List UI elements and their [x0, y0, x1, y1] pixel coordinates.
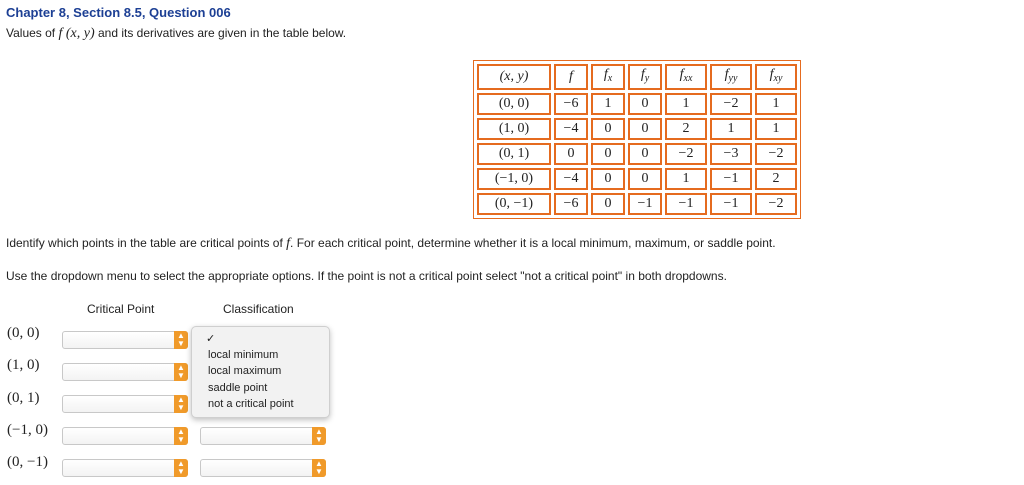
cell-fyy: −1 [710, 168, 752, 190]
critical-point-select[interactable] [62, 331, 188, 349]
cell-fxy: −2 [755, 193, 797, 215]
table-row [477, 143, 797, 165]
up-down-chevron-icon: ▲ ▼ [174, 363, 188, 381]
header-fy: $f_y$ [628, 64, 662, 90]
point-label: (0, −1) [7, 454, 48, 470]
intro-text: Values of f (x, y) and its derivatives are given in the table below. [6, 26, 347, 41]
cell-f: −4 [554, 118, 588, 140]
cell-point: (0, −1) [477, 193, 551, 215]
cell-fxx: 1 [665, 93, 707, 115]
point-label: (0, 1) [7, 390, 40, 406]
cell-fxy: 2 [755, 168, 797, 190]
cell-fx: 0 [591, 193, 625, 215]
point-label: (1, 0) [7, 357, 40, 373]
menu-option-local-minimum[interactable]: local minimum [208, 349, 279, 361]
critical-point-select[interactable] [62, 395, 188, 413]
cell-fx: 0 [591, 168, 625, 190]
cell-fyy: −2 [710, 93, 752, 115]
point-label: (−1, 0) [7, 422, 48, 438]
header-fx: $f_x$ [591, 64, 625, 90]
cell-fyy: 1 [710, 118, 752, 140]
cell-point: (−1, 0) [477, 168, 551, 190]
cell-fxx: −1 [665, 193, 707, 215]
cell-fyy: −3 [710, 143, 752, 165]
cell-point: (0, 0) [477, 93, 551, 115]
header-fxy: $f_{xy}$ [755, 64, 797, 90]
up-down-chevron-icon: ▲ ▼ [174, 331, 188, 349]
cell-fy: 0 [628, 143, 662, 165]
up-down-chevron-icon: ▲ ▼ [312, 459, 326, 477]
cell-point: (1, 0) [477, 118, 551, 140]
cell-fxy: −2 [755, 143, 797, 165]
header-fyy: $f_{yy}$ [710, 64, 752, 90]
menu-option-not-critical-point[interactable]: not a critical point [208, 398, 294, 410]
menu-option-local-maximum[interactable]: local maximum [208, 365, 282, 377]
cell-point: (0, 1) [477, 143, 551, 165]
classification-dropdown-menu [191, 326, 330, 418]
cell-fy: 0 [628, 118, 662, 140]
critical-point-select[interactable] [62, 459, 188, 477]
dropdown-instructions: Use the dropdown menu to select the appropriate options. If the point is not a critical point select "not a critical point" in both dropdowns. [6, 269, 727, 283]
critical-point-select[interactable] [62, 363, 188, 381]
classification-select[interactable] [200, 459, 326, 477]
cell-fxx: −2 [665, 143, 707, 165]
cell-fy: −1 [628, 193, 662, 215]
cell-fx: 0 [591, 118, 625, 140]
up-down-chevron-icon: ▲ ▼ [312, 427, 326, 445]
cell-fxx: 2 [665, 118, 707, 140]
cell-fyy: −1 [710, 193, 752, 215]
up-down-chevron-icon: ▲ ▼ [174, 395, 188, 413]
cell-f: −6 [554, 193, 588, 215]
cell-fx: 1 [591, 93, 625, 115]
cell-fxy: 1 [755, 118, 797, 140]
header-fxx: $f_{xx}$ [665, 64, 707, 90]
cell-fy: 0 [628, 93, 662, 115]
critical-point-select[interactable] [62, 427, 188, 445]
cell-f: 0 [554, 143, 588, 165]
identify-prompt: Identify which points in the table are critical points of f. For each critical point, determine whether it is a local minimum, maximum, or saddle point. [6, 236, 776, 251]
check-icon: ✓ [206, 333, 216, 345]
question-heading: Chapter 8, Section 8.5, Question 006 [6, 5, 231, 20]
point-label: (0, 0) [7, 325, 40, 341]
derivatives-table [473, 60, 801, 219]
up-down-chevron-icon: ▲ ▼ [174, 459, 188, 477]
cell-fxx: 1 [665, 168, 707, 190]
menu-option-saddle-point[interactable]: saddle point [208, 382, 268, 394]
up-down-chevron-icon: ▲ ▼ [174, 427, 188, 445]
cell-fx: 0 [591, 143, 625, 165]
cell-f: −4 [554, 168, 588, 190]
cell-fy: 0 [628, 168, 662, 190]
header-f: f [554, 64, 588, 90]
table-row [477, 93, 797, 115]
table-row [477, 193, 797, 215]
classification-select[interactable] [200, 427, 326, 445]
header-point: (x, y) [477, 64, 551, 90]
table-row [477, 168, 797, 190]
classification-column-header: Classification [223, 302, 294, 316]
cell-fxy: 1 [755, 93, 797, 115]
table-row [477, 118, 797, 140]
cell-f: −6 [554, 93, 588, 115]
critical-point-column-header: Critical Point [87, 302, 155, 316]
table-header-row [477, 64, 797, 90]
